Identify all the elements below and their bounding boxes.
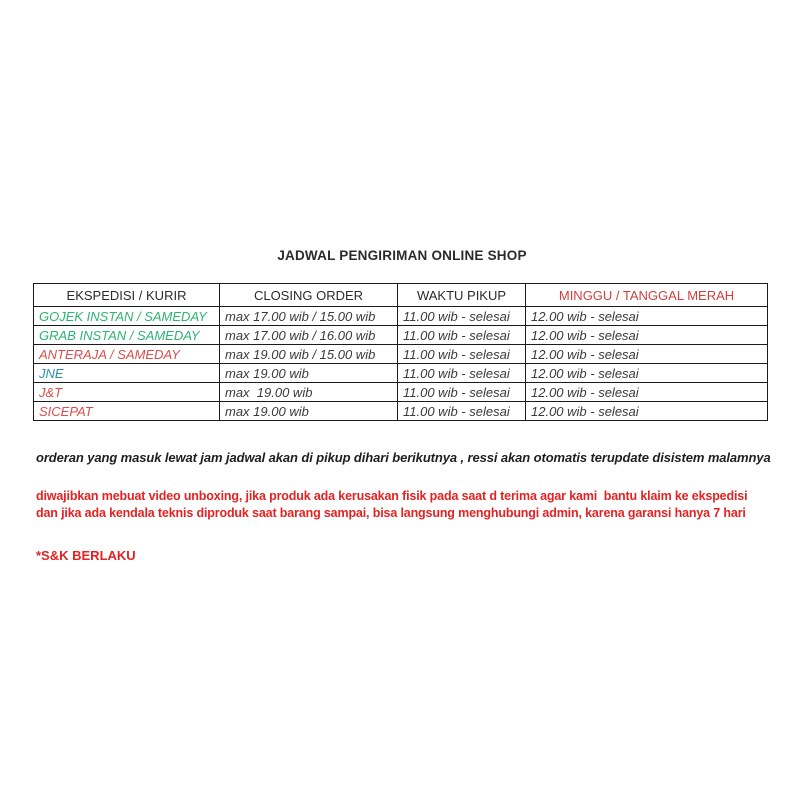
- header-cell-pickup-time: WAKTU PIKUP: [398, 284, 526, 307]
- holiday-cell: 12.00 wib - selesai: [526, 402, 768, 421]
- terms-note: *S&K BERLAKU: [36, 548, 136, 563]
- pickup-note: orderan yang masuk lewat jam jadwal akan di pikup dihari berikutnya , ressi akan otomatis terupdate disistem malamnya: [36, 450, 771, 465]
- shipping-schedule-table: [33, 283, 768, 421]
- warranty-note: [36, 488, 747, 522]
- table-row: [34, 364, 768, 383]
- holiday-cell: 12.00 wib - selesai: [526, 326, 768, 345]
- courier-cell: SICEPAT: [34, 402, 220, 421]
- pickup-time-cell: 11.00 wib - selesai: [398, 345, 526, 364]
- page-title: JADWAL PENGIRIMAN ONLINE SHOP: [277, 248, 527, 263]
- courier-cell: GRAB INSTAN / SAMEDAY: [34, 326, 220, 345]
- table-header-row: [34, 284, 768, 307]
- holiday-cell: 12.00 wib - selesai: [526, 345, 768, 364]
- table-row: [34, 383, 768, 402]
- pickup-time-cell: 11.00 wib - selesai: [398, 383, 526, 402]
- holiday-cell: 12.00 wib - selesai: [526, 364, 768, 383]
- warranty-note-line2: dan jika ada kendala teknis diproduk saat barang sampai, bisa langsung menghubungi admin, karena garansi hanya 7 hari: [36, 506, 746, 520]
- closing-order-cell: max 19.00 wib: [220, 383, 398, 402]
- warranty-note-line1: diwajibkan mebuat video unboxing, jika produk ada kerusakan fisik pada saat d terima agar kami bantu klaim ke ekspedisi: [36, 489, 748, 503]
- pickup-time-cell: 11.00 wib - selesai: [398, 364, 526, 383]
- table-row: [34, 307, 768, 326]
- courier-cell: GOJEK INSTAN / SAMEDAY: [34, 307, 220, 326]
- closing-order-cell: max 19.00 wib: [220, 402, 398, 421]
- courier-cell: JNE: [34, 364, 220, 383]
- closing-order-cell: max 17.00 wib / 16.00 wib: [220, 326, 398, 345]
- pickup-time-cell: 11.00 wib - selesai: [398, 326, 526, 345]
- closing-order-cell: max 19.00 wib / 15.00 wib: [220, 345, 398, 364]
- header-cell-courier: EKSPEDISI / KURIR: [34, 284, 220, 307]
- courier-cell: J&T: [34, 383, 220, 402]
- pickup-time-cell: 11.00 wib - selesai: [398, 307, 526, 326]
- table-row: [34, 326, 768, 345]
- holiday-cell: 12.00 wib - selesai: [526, 307, 768, 326]
- courier-cell: ANTERAJA / SAMEDAY: [34, 345, 220, 364]
- holiday-cell: 12.00 wib - selesai: [526, 383, 768, 402]
- closing-order-cell: max 17.00 wib / 15.00 wib: [220, 307, 398, 326]
- header-cell-holiday: MINGGU / TANGGAL MERAH: [526, 284, 768, 307]
- closing-order-cell: max 19.00 wib: [220, 364, 398, 383]
- pickup-time-cell: 11.00 wib - selesai: [398, 402, 526, 421]
- header-cell-closing-order: CLOSING ORDER: [220, 284, 398, 307]
- table-row: [34, 402, 768, 421]
- table-row: [34, 345, 768, 364]
